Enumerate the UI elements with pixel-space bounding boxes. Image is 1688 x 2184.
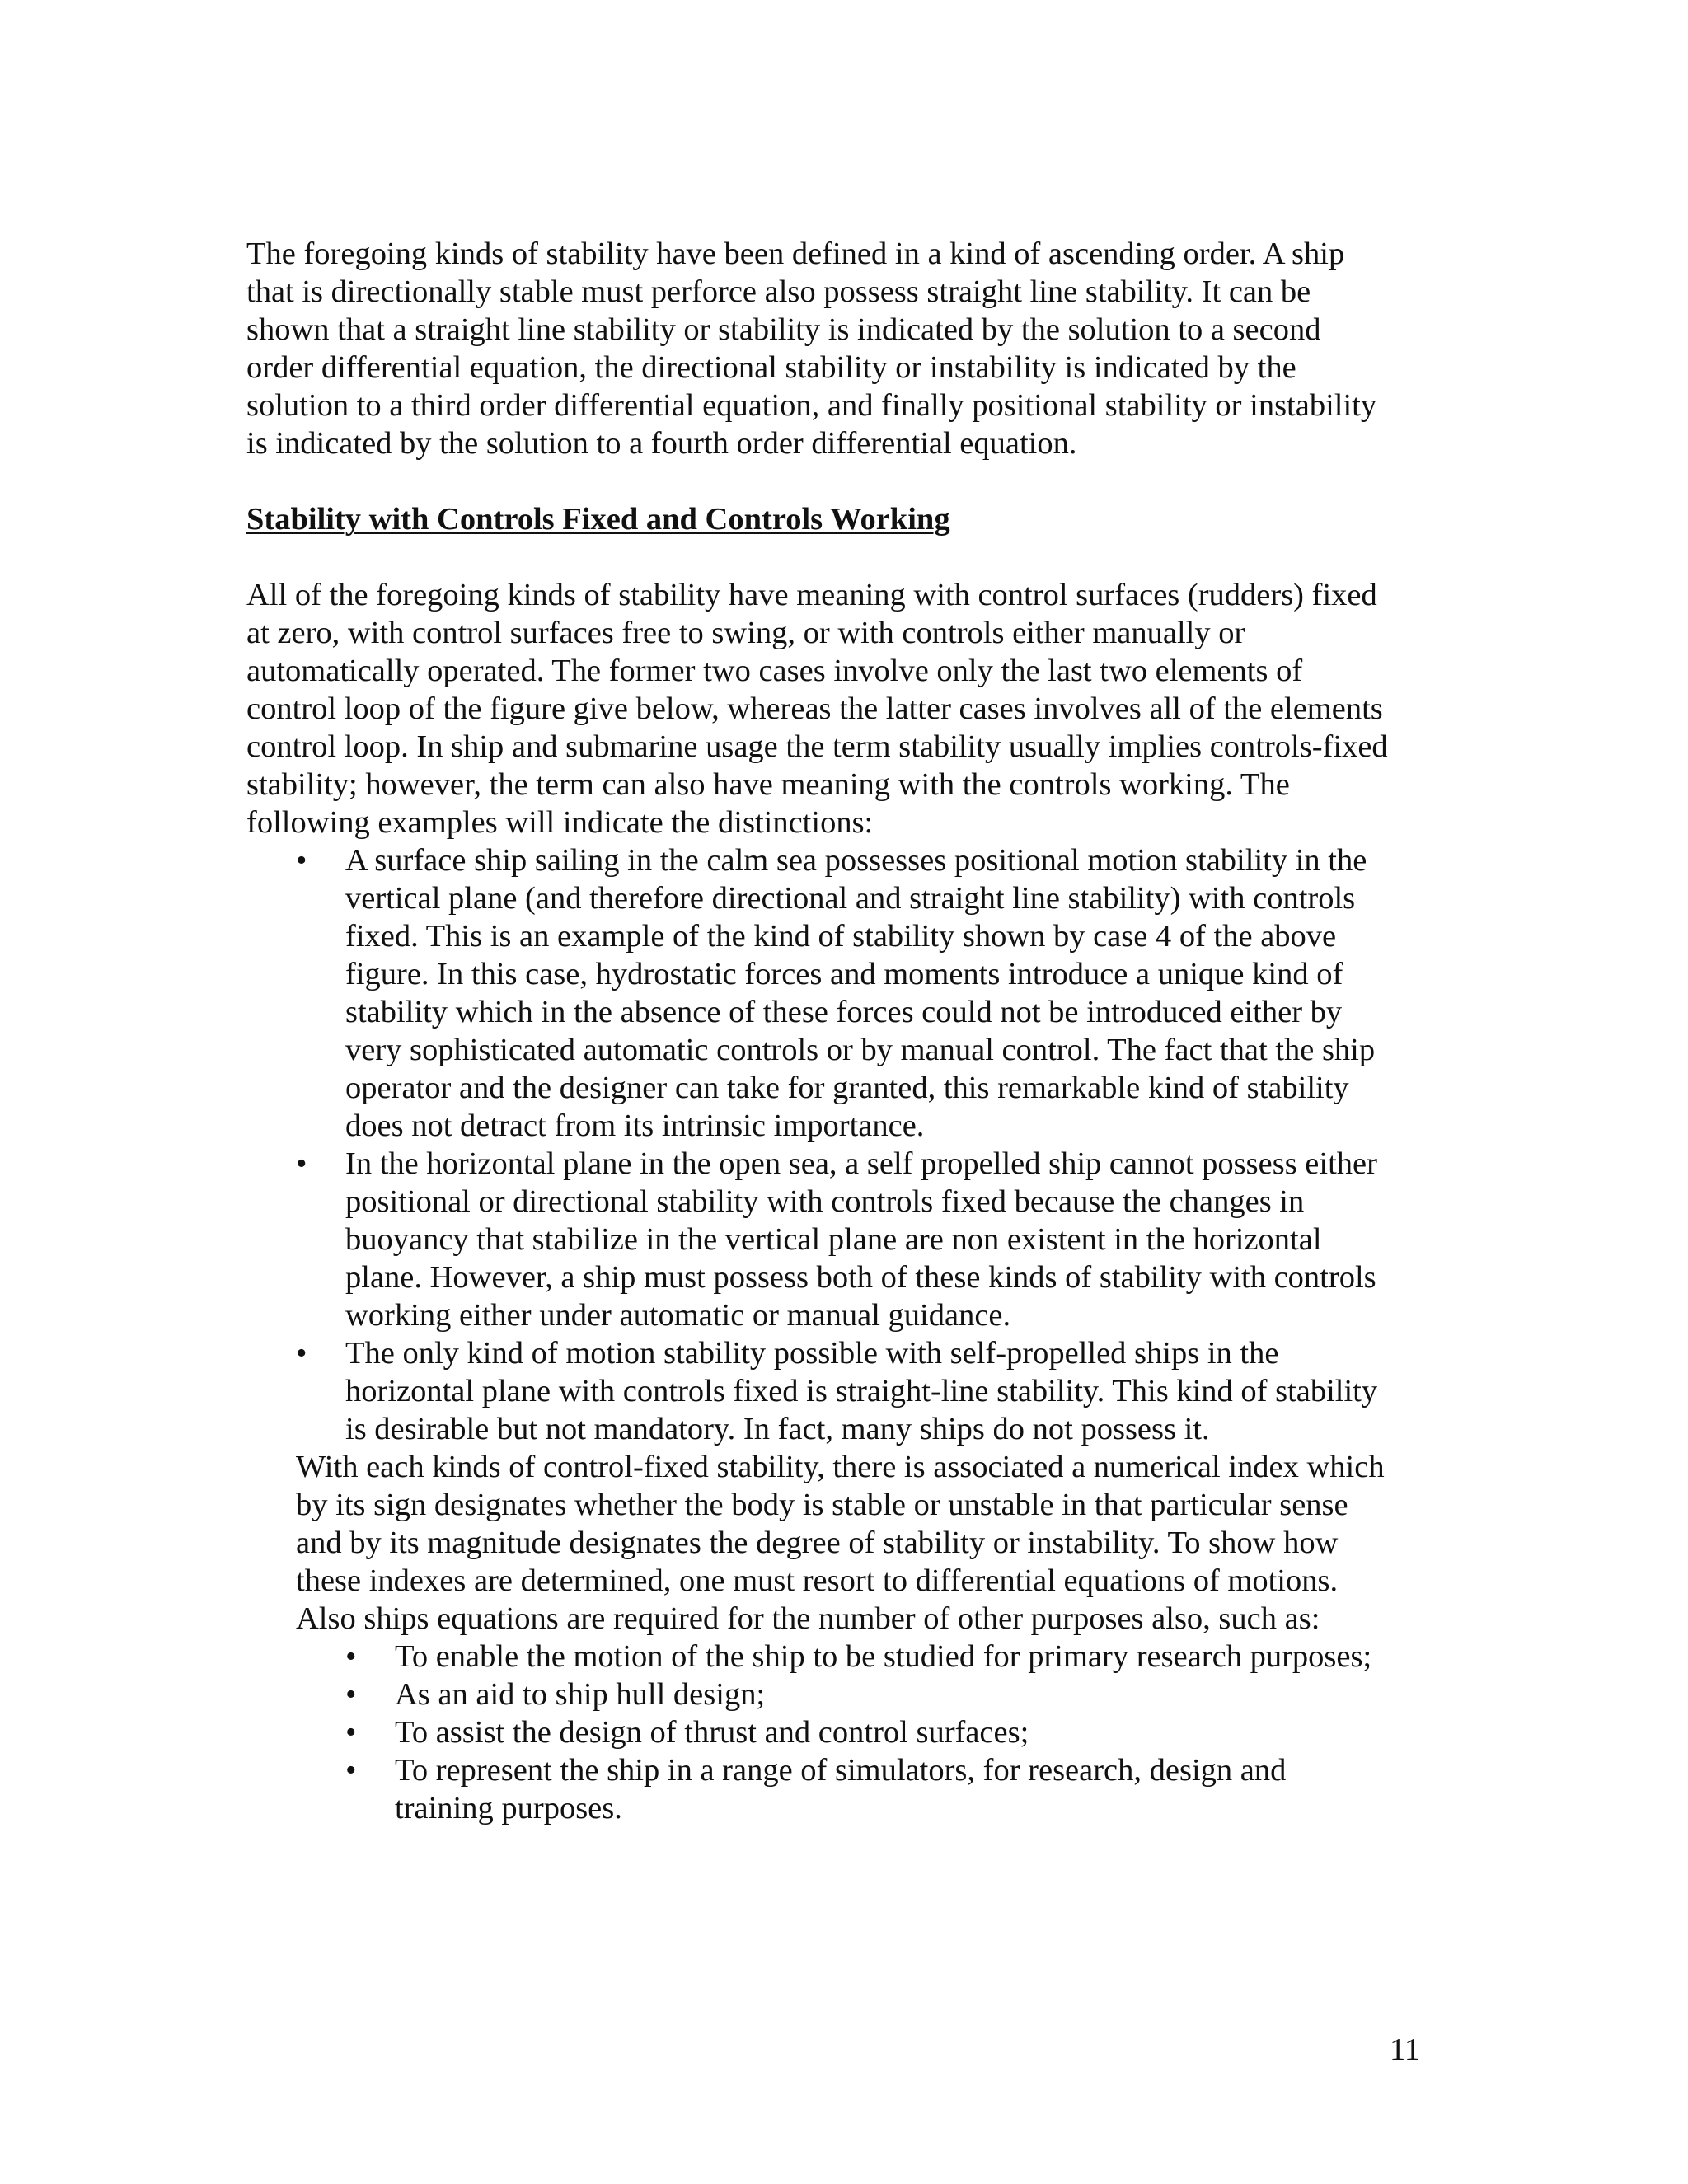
text-line: vertical plane (and therefore directional and straight line stability) with controls xyxy=(345,881,1356,916)
text-line: solution to a third order differential equation, and finally positional stability or instability xyxy=(246,388,1377,423)
bullet-icon: • xyxy=(345,1715,357,1750)
index-paragraph xyxy=(296,1448,1450,1638)
text-line: stability; however, the term can also have meaning with the controls working. The xyxy=(246,767,1290,802)
bullet-icon: • xyxy=(296,1146,307,1181)
list-item-text xyxy=(395,1638,1372,1675)
list-item-text xyxy=(395,1751,1286,1827)
text-line: A surface ship sailing in the calm sea possesses positional motion stability in the xyxy=(345,843,1367,878)
text-line: order differential equation, the directional stability or instability is indicated by the xyxy=(246,350,1296,385)
text-line: very sophisticated automatic controls or by manual control. The fact that the ship xyxy=(345,1033,1376,1067)
text-line: control loop. In ship and submarine usage the term stability usually implies controls-fixed xyxy=(246,729,1388,764)
section-heading: Stability with Controls Fixed and Controls Working xyxy=(246,502,950,537)
bullet-icon: • xyxy=(345,1677,357,1712)
page-number: 11 xyxy=(1390,2032,1421,2067)
text-line: The foregoing kinds of stability have been defined in a kind of ascending order. A ship xyxy=(246,237,1345,271)
list-item-text xyxy=(345,841,1375,1145)
list-item-text xyxy=(395,1713,1029,1751)
text-line: To represent the ship in a range of simulators, for research, design and xyxy=(395,1753,1287,1788)
text-line: buoyancy that stabilize in the vertical plane are non existent in the horizontal xyxy=(345,1222,1322,1257)
text-line: is indicated by the solution to a fourth order differential equation. xyxy=(246,426,1077,461)
text-line: fixed. This is an example of the kind of stability shown by case 4 of the above xyxy=(345,919,1337,954)
text-line: by its sign designates whether the body is stable or unstable in that particular sense xyxy=(296,1488,1348,1522)
text-line: these indexes are determined, one must resort to differential equations of motions. xyxy=(296,1563,1339,1598)
text-line: positional or directional stability with controls fixed because the changes in xyxy=(345,1184,1305,1219)
text-line: figure. In this case, hydrostatic forces and moments introduce a unique kind of xyxy=(345,957,1343,991)
text-line: Also ships equations are required for the number of other purposes also, such as: xyxy=(296,1601,1320,1636)
list-item-text xyxy=(345,1334,1377,1448)
text-line: As an aid to ship hull design; xyxy=(395,1677,766,1712)
text-line: plane. However, a ship must possess both of these kinds of stability with controls xyxy=(345,1260,1376,1295)
text-line: is desirable but not mandatory. In fact, many ships do not possess it. xyxy=(345,1412,1210,1446)
text-line: To enable the motion of the ship to be studied for primary research purposes; xyxy=(395,1639,1372,1674)
text-line: at zero, with control surfaces free to swing, or with controls either manually or xyxy=(246,616,1245,650)
text-line: shown that a straight line stability or stability is indicated by the solution to a second xyxy=(246,312,1321,347)
text-line: All of the foregoing kinds of stability have meaning with control surfaces (rudders) fixed xyxy=(246,578,1377,612)
text-line: With each kinds of control-fixed stability, there is associated a numerical index which xyxy=(296,1450,1385,1484)
text-line: and by its magnitude designates the degree of stability or instability. To show how xyxy=(296,1526,1339,1560)
text-line: To assist the design of thrust and control surfaces; xyxy=(395,1715,1029,1750)
text-line: operator and the designer can take for granted, this remarkable kind of stability xyxy=(345,1071,1349,1105)
text-line: horizontal plane with controls fixed is straight-line stability. This kind of stability xyxy=(345,1374,1378,1408)
text-line: that is directionally stable must perforce also possess straight line stability. It can be xyxy=(246,274,1311,309)
bullet-icon: • xyxy=(345,1639,357,1674)
text-line: does not detract from its intrinsic importance. xyxy=(345,1108,925,1143)
text-line: working either under automatic or manual guidance. xyxy=(345,1298,1011,1333)
bullet-icon: • xyxy=(296,843,307,878)
bullet-icon: • xyxy=(345,1753,357,1788)
list-item-text xyxy=(395,1675,765,1713)
text-line: The only kind of motion stability possible with self-propelled ships in the xyxy=(345,1336,1279,1371)
intro-paragraph xyxy=(246,235,1450,462)
text-line: training purposes. xyxy=(395,1791,622,1825)
bullet-icon: • xyxy=(296,1336,307,1371)
text-line: automatically operated. The former two cases involve only the last two elements of xyxy=(246,654,1303,688)
text-line: In the horizontal plane in the open sea, a self propelled ship cannot possess either xyxy=(345,1146,1377,1181)
text-line: stability which in the absence of these forces could not be introduced either by xyxy=(345,995,1343,1029)
text-line: control loop of the figure give below, whereas the latter cases involves all of the elements xyxy=(246,691,1383,726)
list-item-text xyxy=(345,1145,1377,1334)
section-paragraph xyxy=(246,576,1450,841)
text-line: following examples will indicate the distinctions: xyxy=(246,805,874,840)
